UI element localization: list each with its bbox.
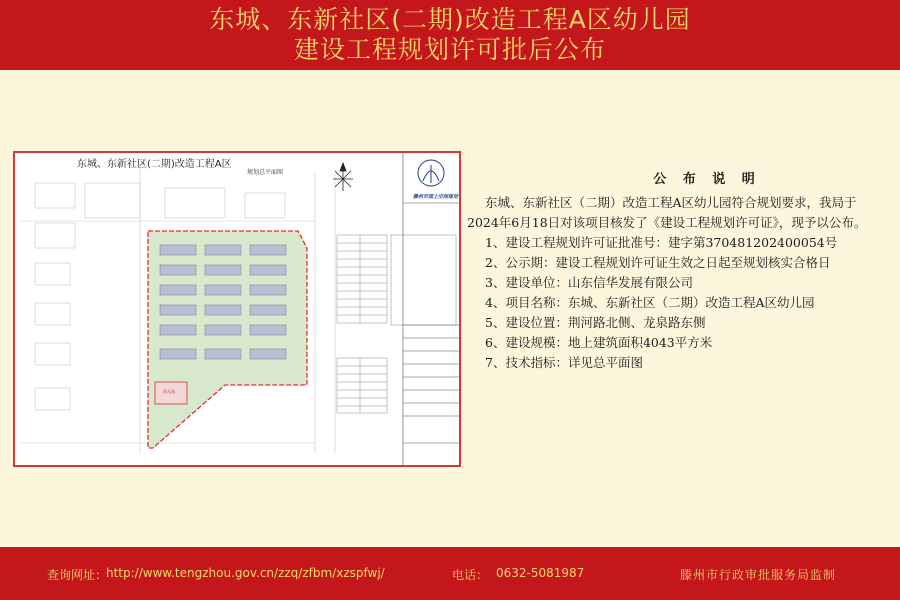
logo-text: 滕州市国土空间规划 [413,194,459,200]
north-arrow [333,163,353,191]
planning-bureau-logo [418,160,444,186]
notice-item-indicators: 7、技术指标：详见总平面图 [485,355,643,370]
notice-item-scale: 6、建设规模：地上建筑面积4043平方米 [485,335,713,350]
notice-intro-line1: 东城、东新社区（二期）改造工程A区幼儿园符合规划要求，我局于 [485,195,857,210]
notice-item-period: 2、公示期：建设工程规划许可证生效之日起至规划核实合格日 [485,255,831,270]
supervisor-text: 滕州市行政审批服务局监制 [680,568,837,582]
site-plan-drawing [13,151,461,467]
page-title-line2: 建设工程规划许可批后公布 [293,35,606,64]
notice-panel [467,170,892,373]
phone-number: 0632-5081987 [496,566,585,580]
plan-subtitle: 规划总平面图 [247,169,284,176]
notice-item-location: 5、建设位置：荆河路北侧、龙泉路东侧 [485,315,706,330]
notice-intro-line2: 2024年6月18日对该项目核发了《建设工程规划许可证》，现予以公布。 [467,215,867,230]
notice-intro [467,193,892,233]
notice-item-project-name: 4、项目名称：东城、东新社区（二期）改造工程A区幼儿园 [485,295,815,310]
site-plan-graphic [15,153,459,465]
notice-item-permit-number: 1、建设工程规划许可证批准号：建字第370481202400054号 [485,235,838,250]
phone-label: 电话： [452,568,489,582]
notice-heading: 公 布 说 明 [653,172,761,187]
header-banner [0,0,900,70]
plan-title: 东城、东新社区(二期)改造工程A区 [77,159,232,170]
query-url-link[interactable]: http://www.tengzhou.gov.cn/zzq/zfbm/xzspfwj/ [106,566,385,580]
footer-banner [0,547,900,600]
notice-item-developer: 3、建设单位：山东信华发展有限公司 [485,275,693,290]
query-label: 查询网址： [47,568,108,582]
kindergarten-label: 幼儿园 [163,389,175,394]
page-title-line1: 东城、东新社区(二期)改造工程A区幼儿园 [209,5,691,34]
